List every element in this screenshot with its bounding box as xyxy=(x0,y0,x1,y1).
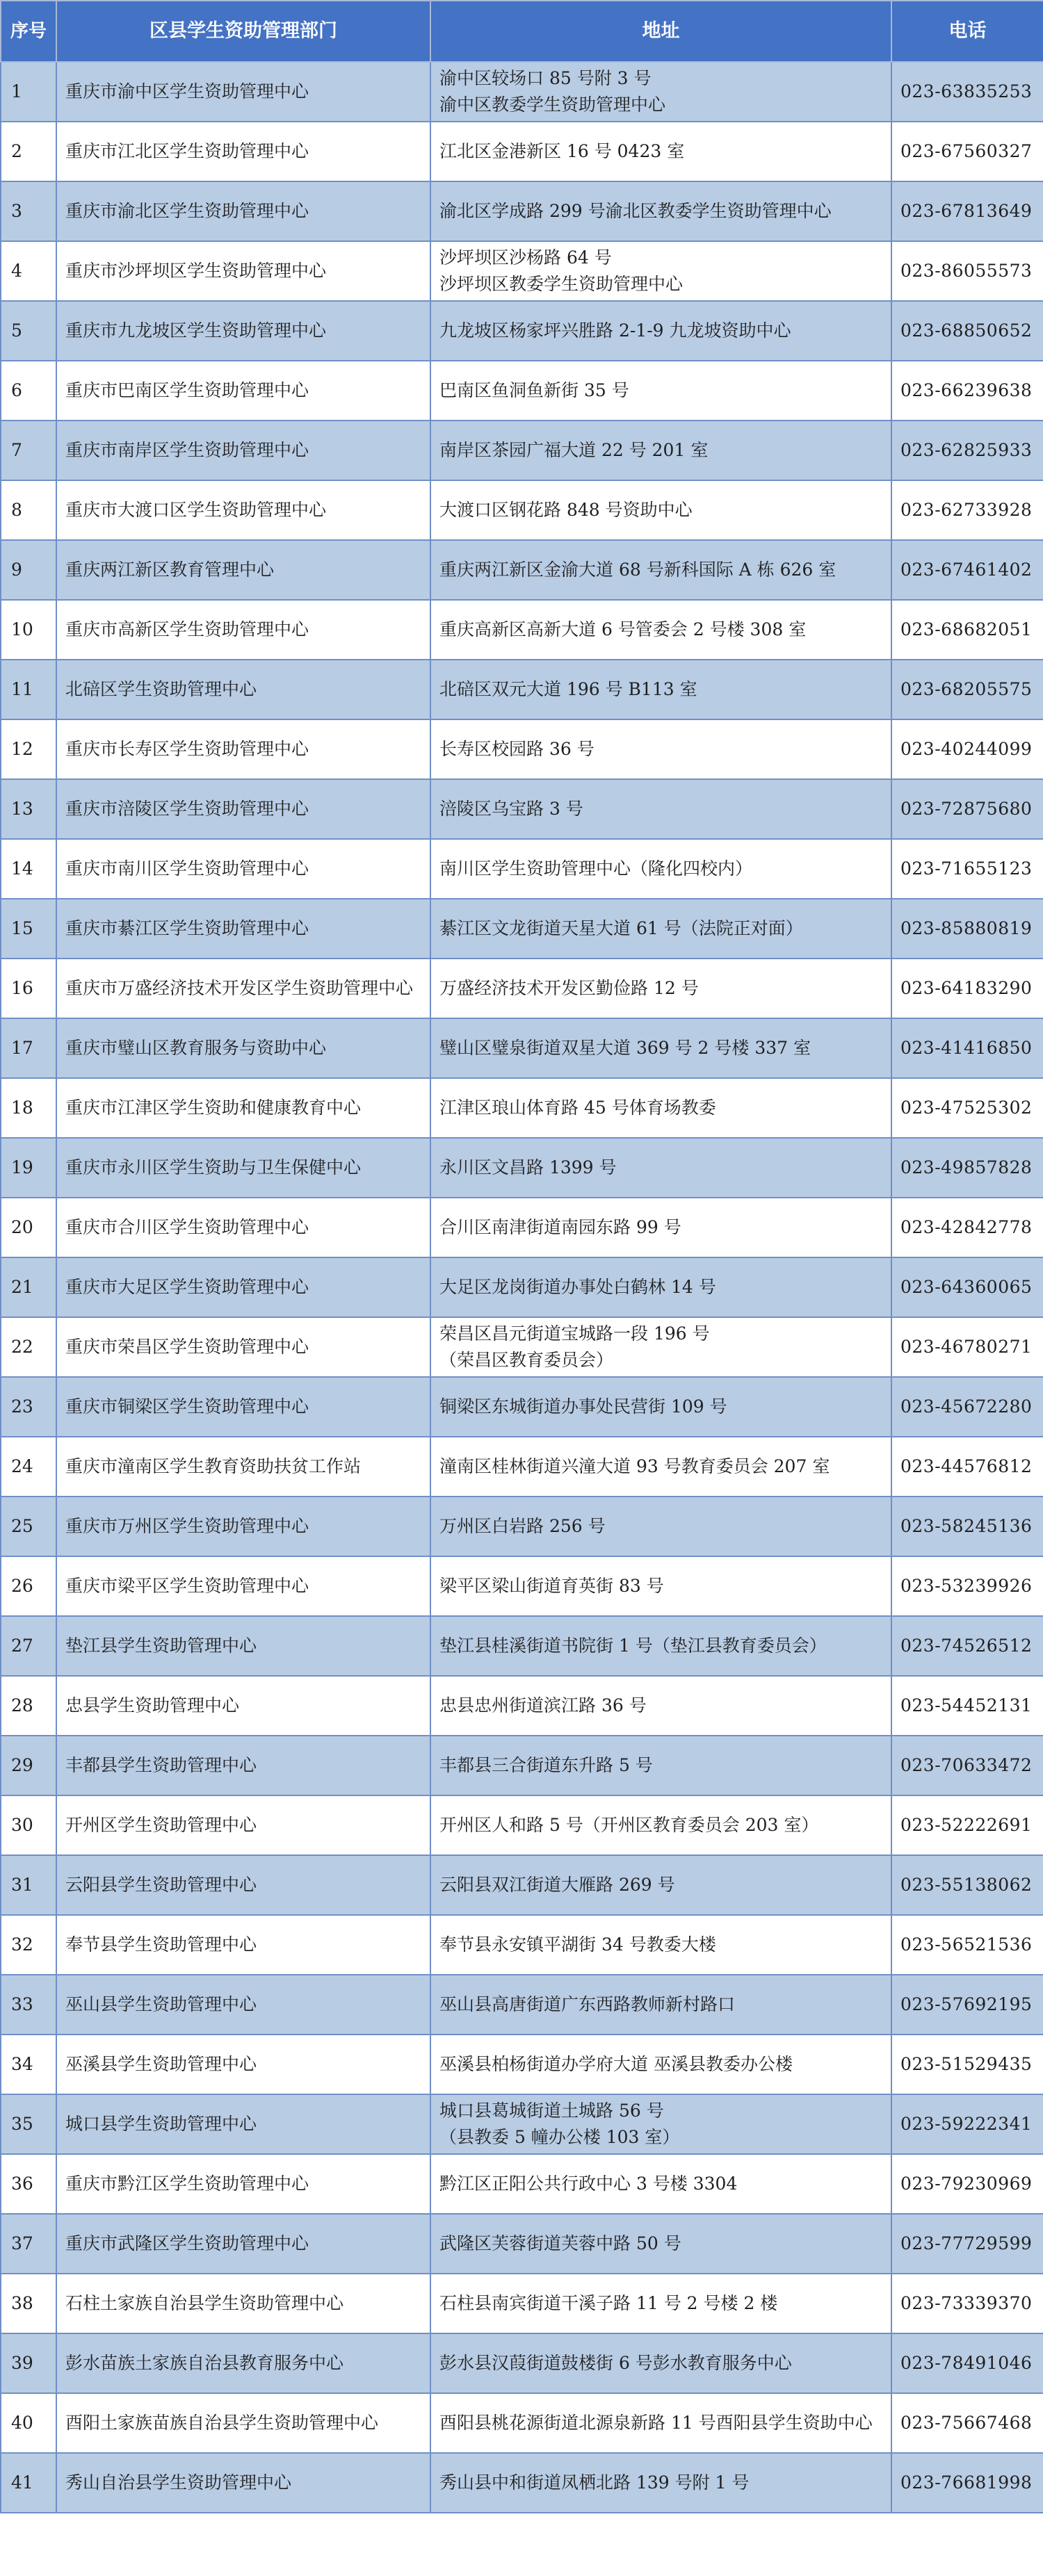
row-number: 24 xyxy=(1,1437,56,1497)
row-phone: 023-62825933 xyxy=(891,421,1043,480)
row-number: 28 xyxy=(1,1676,56,1736)
address-line: 涪陵区乌宝路 3 号 xyxy=(439,799,583,819)
row-number: 5 xyxy=(1,301,56,361)
row-address xyxy=(430,1975,891,2035)
row-number: 9 xyxy=(1,540,56,600)
table-row xyxy=(1,2333,1043,2393)
row-department: 重庆市綦江区学生资助管理中心 xyxy=(56,899,430,959)
row-phone: 023-54452131 xyxy=(891,1676,1043,1736)
address-line: 武隆区芙蓉街道芙蓉中路 50 号 xyxy=(439,2233,681,2253)
row-number: 15 xyxy=(1,899,56,959)
table-row xyxy=(1,1616,1043,1676)
row-number: 36 xyxy=(1,2154,56,2214)
address-line: 南川区学生资助管理中心（隆化四校内） xyxy=(439,858,753,879)
row-phone: 023-86055573 xyxy=(891,241,1043,301)
row-phone: 023-66239638 xyxy=(891,361,1043,421)
table-row xyxy=(1,1915,1043,1975)
row-department: 忠县学生资助管理中心 xyxy=(56,1676,430,1736)
address-line: 石柱县南宾街道干溪子路 11 号 2 号楼 2 楼 xyxy=(439,2293,778,2313)
row-phone: 023-75667468 xyxy=(891,2393,1043,2453)
table-row xyxy=(1,2453,1043,2513)
address-line: 万盛经济技术开发区勤俭路 12 号 xyxy=(439,978,699,998)
row-address xyxy=(430,899,891,959)
address-line: 大渡口区钢花路 848 号资助中心 xyxy=(439,500,693,520)
address-line: 丰都县三合街道东升路 5 号 xyxy=(439,1755,653,1775)
row-department: 重庆市渝北区学生资助管理中心 xyxy=(56,181,430,241)
row-number: 4 xyxy=(1,241,56,301)
row-department: 巫溪县学生资助管理中心 xyxy=(56,2035,430,2094)
row-phone: 023-63835253 xyxy=(891,62,1043,122)
row-phone: 023-41416850 xyxy=(891,1018,1043,1078)
row-address xyxy=(430,1855,891,1915)
row-address xyxy=(430,361,891,421)
row-number: 1 xyxy=(1,62,56,122)
row-department: 重庆市永川区学生资助与卫生保健中心 xyxy=(56,1138,430,1198)
row-address xyxy=(430,1795,891,1855)
row-phone: 023-71655123 xyxy=(891,839,1043,899)
address-line: （县教委 5 幢办公楼 103 室） xyxy=(439,2127,680,2147)
row-department: 重庆市黔江区学生资助管理中心 xyxy=(56,2154,430,2214)
row-phone: 023-40244099 xyxy=(891,719,1043,779)
row-address xyxy=(430,2393,891,2453)
row-phone: 023-70633472 xyxy=(891,1736,1043,1795)
table-row xyxy=(1,959,1043,1018)
row-number: 25 xyxy=(1,1497,56,1556)
table-row xyxy=(1,540,1043,600)
address-line: 渝北区学成路 299 号渝北区教委学生资助管理中心 xyxy=(439,201,832,221)
row-department: 重庆市大足区学生资助管理中心 xyxy=(56,1257,430,1317)
row-address xyxy=(430,779,891,839)
row-number: 33 xyxy=(1,1975,56,2035)
address-line: 重庆两江新区金渝大道 68 号新科国际 A 栋 626 室 xyxy=(439,560,836,580)
row-phone: 023-42842778 xyxy=(891,1198,1043,1257)
row-address xyxy=(430,1317,891,1377)
table-row xyxy=(1,122,1043,181)
address-line: 铜梁区东城街道办事处民营街 109 号 xyxy=(439,1396,727,1417)
row-address xyxy=(430,62,891,122)
address-line: 南岸区茶园广福大道 22 号 201 室 xyxy=(439,440,709,460)
table-row xyxy=(1,1497,1043,1556)
table-row xyxy=(1,2393,1043,2453)
table-row xyxy=(1,1078,1043,1138)
row-number: 37 xyxy=(1,2214,56,2274)
address-line: 开州区人和路 5 号（开州区教育委员会 203 室） xyxy=(439,1815,819,1835)
table-row xyxy=(1,1018,1043,1078)
address-line: 忠县忠州街道滨江路 36 号 xyxy=(439,1695,647,1715)
address-line: 沙坪坝区沙杨路 64 号 xyxy=(439,247,612,268)
row-phone: 023-74526512 xyxy=(891,1616,1043,1676)
table-row xyxy=(1,719,1043,779)
address-line: 巫溪县柏杨街道办学府大道 巫溪县教委办公楼 xyxy=(439,2054,793,2074)
table-row xyxy=(1,1198,1043,1257)
table-row xyxy=(1,1377,1043,1437)
row-phone: 023-55138062 xyxy=(891,1855,1043,1915)
row-department: 城口县学生资助管理中心 xyxy=(56,2094,430,2154)
row-phone: 023-58245136 xyxy=(891,1497,1043,1556)
row-address xyxy=(430,1018,891,1078)
row-department: 重庆市梁平区学生资助管理中心 xyxy=(56,1556,430,1616)
row-phone: 023-49857828 xyxy=(891,1138,1043,1198)
row-number: 40 xyxy=(1,2393,56,2453)
row-address xyxy=(430,1556,891,1616)
address-line: 大足区龙岗街道办事处白鹤林 14 号 xyxy=(439,1277,716,1297)
row-number: 10 xyxy=(1,600,56,660)
row-department: 重庆市巴南区学生资助管理中心 xyxy=(56,361,430,421)
row-number: 23 xyxy=(1,1377,56,1437)
table-row xyxy=(1,2094,1043,2154)
row-address xyxy=(430,421,891,480)
row-phone: 023-64183290 xyxy=(891,959,1043,1018)
address-line: 黔江区正阳公共行政中心 3 号楼 3304 xyxy=(439,2174,738,2194)
row-department: 奉节县学生资助管理中心 xyxy=(56,1915,430,1975)
row-address xyxy=(430,1198,891,1257)
row-address xyxy=(430,2035,891,2094)
address-line: 长寿区校园路 36 号 xyxy=(439,739,595,759)
table-row xyxy=(1,1975,1043,2035)
row-department: 重庆两江新区教育管理中心 xyxy=(56,540,430,600)
address-line: 巫山县高唐街道广东西路教师新村路口 xyxy=(439,1994,736,2014)
table-row xyxy=(1,241,1043,301)
address-line: 永川区文昌路 1399 号 xyxy=(439,1157,617,1177)
row-phone: 023-59222341 xyxy=(891,2094,1043,2154)
address-line: 合川区南津街道南园东路 99 号 xyxy=(439,1217,681,1237)
table-row xyxy=(1,600,1043,660)
row-phone: 023-79230969 xyxy=(891,2154,1043,2214)
table-row xyxy=(1,1736,1043,1795)
row-department: 垫江县学生资助管理中心 xyxy=(56,1616,430,1676)
row-department: 北碚区学生资助管理中心 xyxy=(56,660,430,719)
header-row xyxy=(1,1,1043,62)
table-row xyxy=(1,1676,1043,1736)
row-phone: 023-68850652 xyxy=(891,301,1043,361)
row-phone: 023-68205575 xyxy=(891,660,1043,719)
row-number: 12 xyxy=(1,719,56,779)
address-line: 九龙坡区杨家坪兴胜路 2-1-9 九龙坡资助中心 xyxy=(439,320,791,341)
row-phone: 023-78491046 xyxy=(891,2333,1043,2393)
row-address xyxy=(430,2154,891,2214)
row-department: 重庆市万州区学生资助管理中心 xyxy=(56,1497,430,1556)
table-row xyxy=(1,2154,1043,2214)
row-address xyxy=(430,2214,891,2274)
row-department: 酉阳土家族苗族自治县学生资助管理中心 xyxy=(56,2393,430,2453)
table-header xyxy=(1,1,1043,62)
row-department: 云阳县学生资助管理中心 xyxy=(56,1855,430,1915)
row-department: 重庆市合川区学生资助管理中心 xyxy=(56,1198,430,1257)
row-department: 重庆市南岸区学生资助管理中心 xyxy=(56,421,430,480)
row-address xyxy=(430,1257,891,1317)
row-department: 石柱土家族自治县学生资助管理中心 xyxy=(56,2274,430,2333)
row-phone: 023-72875680 xyxy=(891,779,1043,839)
address-line: 潼南区桂林街道兴潼大道 93 号教育委员会 207 室 xyxy=(439,1456,830,1476)
table-row xyxy=(1,1795,1043,1855)
row-phone: 023-57692195 xyxy=(891,1975,1043,2035)
address-line: 万州区白岩路 256 号 xyxy=(439,1516,606,1536)
row-department: 重庆市南川区学生资助管理中心 xyxy=(56,839,430,899)
table-row xyxy=(1,1317,1043,1377)
row-department: 巫山县学生资助管理中心 xyxy=(56,1975,430,2035)
row-phone: 023-85880819 xyxy=(891,899,1043,959)
row-number: 11 xyxy=(1,660,56,719)
address-line: （荣昌区教育委员会） xyxy=(439,1350,614,1370)
row-address xyxy=(430,1676,891,1736)
address-line: 渝中区教委学生资助管理中心 xyxy=(439,95,666,115)
row-phone: 023-77729599 xyxy=(891,2214,1043,2274)
row-department: 重庆市荣昌区学生资助管理中心 xyxy=(56,1317,430,1377)
address-line: 江津区琅山体育路 45 号体育场教委 xyxy=(439,1098,716,1118)
row-department: 重庆市潼南区学生教育资助扶贫工作站 xyxy=(56,1437,430,1497)
table-row xyxy=(1,1855,1043,1915)
row-department: 重庆市涪陵区学生资助管理中心 xyxy=(56,779,430,839)
row-number: 22 xyxy=(1,1317,56,1377)
table-row xyxy=(1,301,1043,361)
row-number: 31 xyxy=(1,1855,56,1915)
table-row xyxy=(1,1556,1043,1616)
row-address xyxy=(430,1078,891,1138)
table-row xyxy=(1,839,1043,899)
row-department: 重庆市江津区学生资助和健康教育中心 xyxy=(56,1078,430,1138)
table-row xyxy=(1,1257,1043,1317)
row-address xyxy=(430,2333,891,2393)
row-number: 26 xyxy=(1,1556,56,1616)
address-line: 梁平区梁山街道育英街 83 号 xyxy=(439,1576,664,1596)
address-line: 重庆高新区高新大道 6 号管委会 2 号楼 308 室 xyxy=(439,619,807,639)
table-row xyxy=(1,361,1043,421)
row-department: 重庆市江北区学生资助管理中心 xyxy=(56,122,430,181)
table-row xyxy=(1,660,1043,719)
row-phone: 023-67813649 xyxy=(891,181,1043,241)
row-department: 重庆市沙坪坝区学生资助管理中心 xyxy=(56,241,430,301)
row-number: 19 xyxy=(1,1138,56,1198)
row-address xyxy=(430,241,891,301)
header-department: 区县学生资助管理部门 xyxy=(56,1,430,62)
row-number: 27 xyxy=(1,1616,56,1676)
row-phone: 023-51529435 xyxy=(891,2035,1043,2094)
row-department: 重庆市九龙坡区学生资助管理中心 xyxy=(56,301,430,361)
row-phone: 023-73339370 xyxy=(891,2274,1043,2333)
row-address xyxy=(430,1736,891,1795)
row-number: 8 xyxy=(1,480,56,540)
row-address xyxy=(430,540,891,600)
row-address xyxy=(430,1377,891,1437)
address-line: 荣昌区昌元街道宝城路一段 196 号 xyxy=(439,1323,710,1344)
row-number: 34 xyxy=(1,2035,56,2094)
row-number: 30 xyxy=(1,1795,56,1855)
row-address xyxy=(430,1616,891,1676)
row-number: 2 xyxy=(1,122,56,181)
row-department: 重庆市长寿区学生资助管理中心 xyxy=(56,719,430,779)
row-number: 29 xyxy=(1,1736,56,1795)
row-number: 6 xyxy=(1,361,56,421)
row-department: 重庆市璧山区教育服务与资助中心 xyxy=(56,1018,430,1078)
row-phone: 023-52222691 xyxy=(891,1795,1043,1855)
row-phone: 023-68682051 xyxy=(891,600,1043,660)
row-department: 丰都县学生资助管理中心 xyxy=(56,1736,430,1795)
table-row xyxy=(1,181,1043,241)
row-address xyxy=(430,480,891,540)
address-line: 江北区金港新区 16 号 0423 室 xyxy=(439,141,685,161)
row-phone: 023-47525302 xyxy=(891,1078,1043,1138)
row-phone: 023-44576812 xyxy=(891,1437,1043,1497)
row-phone: 023-67461402 xyxy=(891,540,1043,600)
address-line: 沙坪坝区教委学生资助管理中心 xyxy=(439,274,684,294)
header-address: 地址 xyxy=(430,1,891,62)
row-number: 20 xyxy=(1,1198,56,1257)
address-line: 璧山区璧泉街道双星大道 369 号 2 号楼 337 室 xyxy=(439,1038,811,1058)
address-line: 奉节县永安镇平湖街 34 号教委大楼 xyxy=(439,1934,716,1955)
table-row xyxy=(1,480,1043,540)
header-phone: 电话 xyxy=(891,1,1043,62)
table-row xyxy=(1,421,1043,480)
table-row xyxy=(1,1138,1043,1198)
row-address xyxy=(430,2453,891,2513)
row-address xyxy=(430,600,891,660)
row-department: 重庆市铜梁区学生资助管理中心 xyxy=(56,1377,430,1437)
row-department: 重庆市武隆区学生资助管理中心 xyxy=(56,2214,430,2274)
address-line: 綦江区文龙街道天星大道 61 号（法院正对面） xyxy=(439,918,803,938)
row-number: 3 xyxy=(1,181,56,241)
row-department: 彭水苗族土家族自治县教育服务中心 xyxy=(56,2333,430,2393)
address-line: 酉阳县桃花源街道北源泉新路 11 号酉阳县学生资助中心 xyxy=(439,2413,873,2433)
table-row xyxy=(1,899,1043,959)
row-department: 秀山自治县学生资助管理中心 xyxy=(56,2453,430,2513)
row-department: 重庆市大渡口区学生资助管理中心 xyxy=(56,480,430,540)
row-phone: 023-76681998 xyxy=(891,2453,1043,2513)
table-row xyxy=(1,1437,1043,1497)
row-number: 35 xyxy=(1,2094,56,2154)
row-number: 41 xyxy=(1,2453,56,2513)
row-address xyxy=(430,2274,891,2333)
table-row xyxy=(1,2274,1043,2333)
row-address xyxy=(430,1497,891,1556)
row-number: 39 xyxy=(1,2333,56,2393)
row-address xyxy=(430,1915,891,1975)
row-number: 14 xyxy=(1,839,56,899)
row-phone: 023-62733928 xyxy=(891,480,1043,540)
row-address xyxy=(430,1138,891,1198)
row-phone: 023-53239926 xyxy=(891,1556,1043,1616)
row-address xyxy=(430,181,891,241)
row-address xyxy=(430,839,891,899)
row-address xyxy=(430,2094,891,2154)
address-line: 彭水县汉葭街道鼓楼街 6 号彭水教育服务中心 xyxy=(439,2353,792,2373)
row-department: 重庆市渝中区学生资助管理中心 xyxy=(56,62,430,122)
row-department: 开州区学生资助管理中心 xyxy=(56,1795,430,1855)
row-number: 13 xyxy=(1,779,56,839)
row-number: 7 xyxy=(1,421,56,480)
row-number: 16 xyxy=(1,959,56,1018)
row-number: 21 xyxy=(1,1257,56,1317)
table-row xyxy=(1,62,1043,122)
row-phone: 023-46780271 xyxy=(891,1317,1043,1377)
row-address xyxy=(430,301,891,361)
table-body xyxy=(1,62,1043,2513)
row-number: 32 xyxy=(1,1915,56,1975)
row-address xyxy=(430,122,891,181)
row-department: 重庆市高新区学生资助管理中心 xyxy=(56,600,430,660)
row-phone: 023-45672280 xyxy=(891,1377,1043,1437)
row-number: 17 xyxy=(1,1018,56,1078)
address-line: 垫江县桂溪街道书院街 1 号（垫江县教育委员会） xyxy=(439,1636,827,1656)
row-phone: 023-56521536 xyxy=(891,1915,1043,1975)
header-no: 序号 xyxy=(1,1,56,62)
row-address xyxy=(430,959,891,1018)
row-number: 18 xyxy=(1,1078,56,1138)
address-line: 城口县葛城街道土城路 56 号 xyxy=(439,2101,664,2121)
row-address xyxy=(430,660,891,719)
row-phone: 023-67560327 xyxy=(891,122,1043,181)
table-row xyxy=(1,2035,1043,2094)
row-department: 重庆市万盛经济技术开发区学生资助管理中心 xyxy=(56,959,430,1018)
address-line: 北碚区双元大道 196 号 B113 室 xyxy=(439,679,697,699)
row-number: 38 xyxy=(1,2274,56,2333)
address-line: 渝中区较场口 85 号附 3 号 xyxy=(439,68,652,88)
address-line: 秀山县中和街道凤栖北路 139 号附 1 号 xyxy=(439,2472,750,2493)
address-line: 巴南区鱼洞鱼新街 35 号 xyxy=(439,380,629,400)
address-line: 云阳县双江街道大雁路 269 号 xyxy=(439,1875,675,1895)
table-row xyxy=(1,2214,1043,2274)
row-address xyxy=(430,1437,891,1497)
row-phone: 023-64360065 xyxy=(891,1257,1043,1317)
table-row xyxy=(1,779,1043,839)
row-address xyxy=(430,719,891,779)
